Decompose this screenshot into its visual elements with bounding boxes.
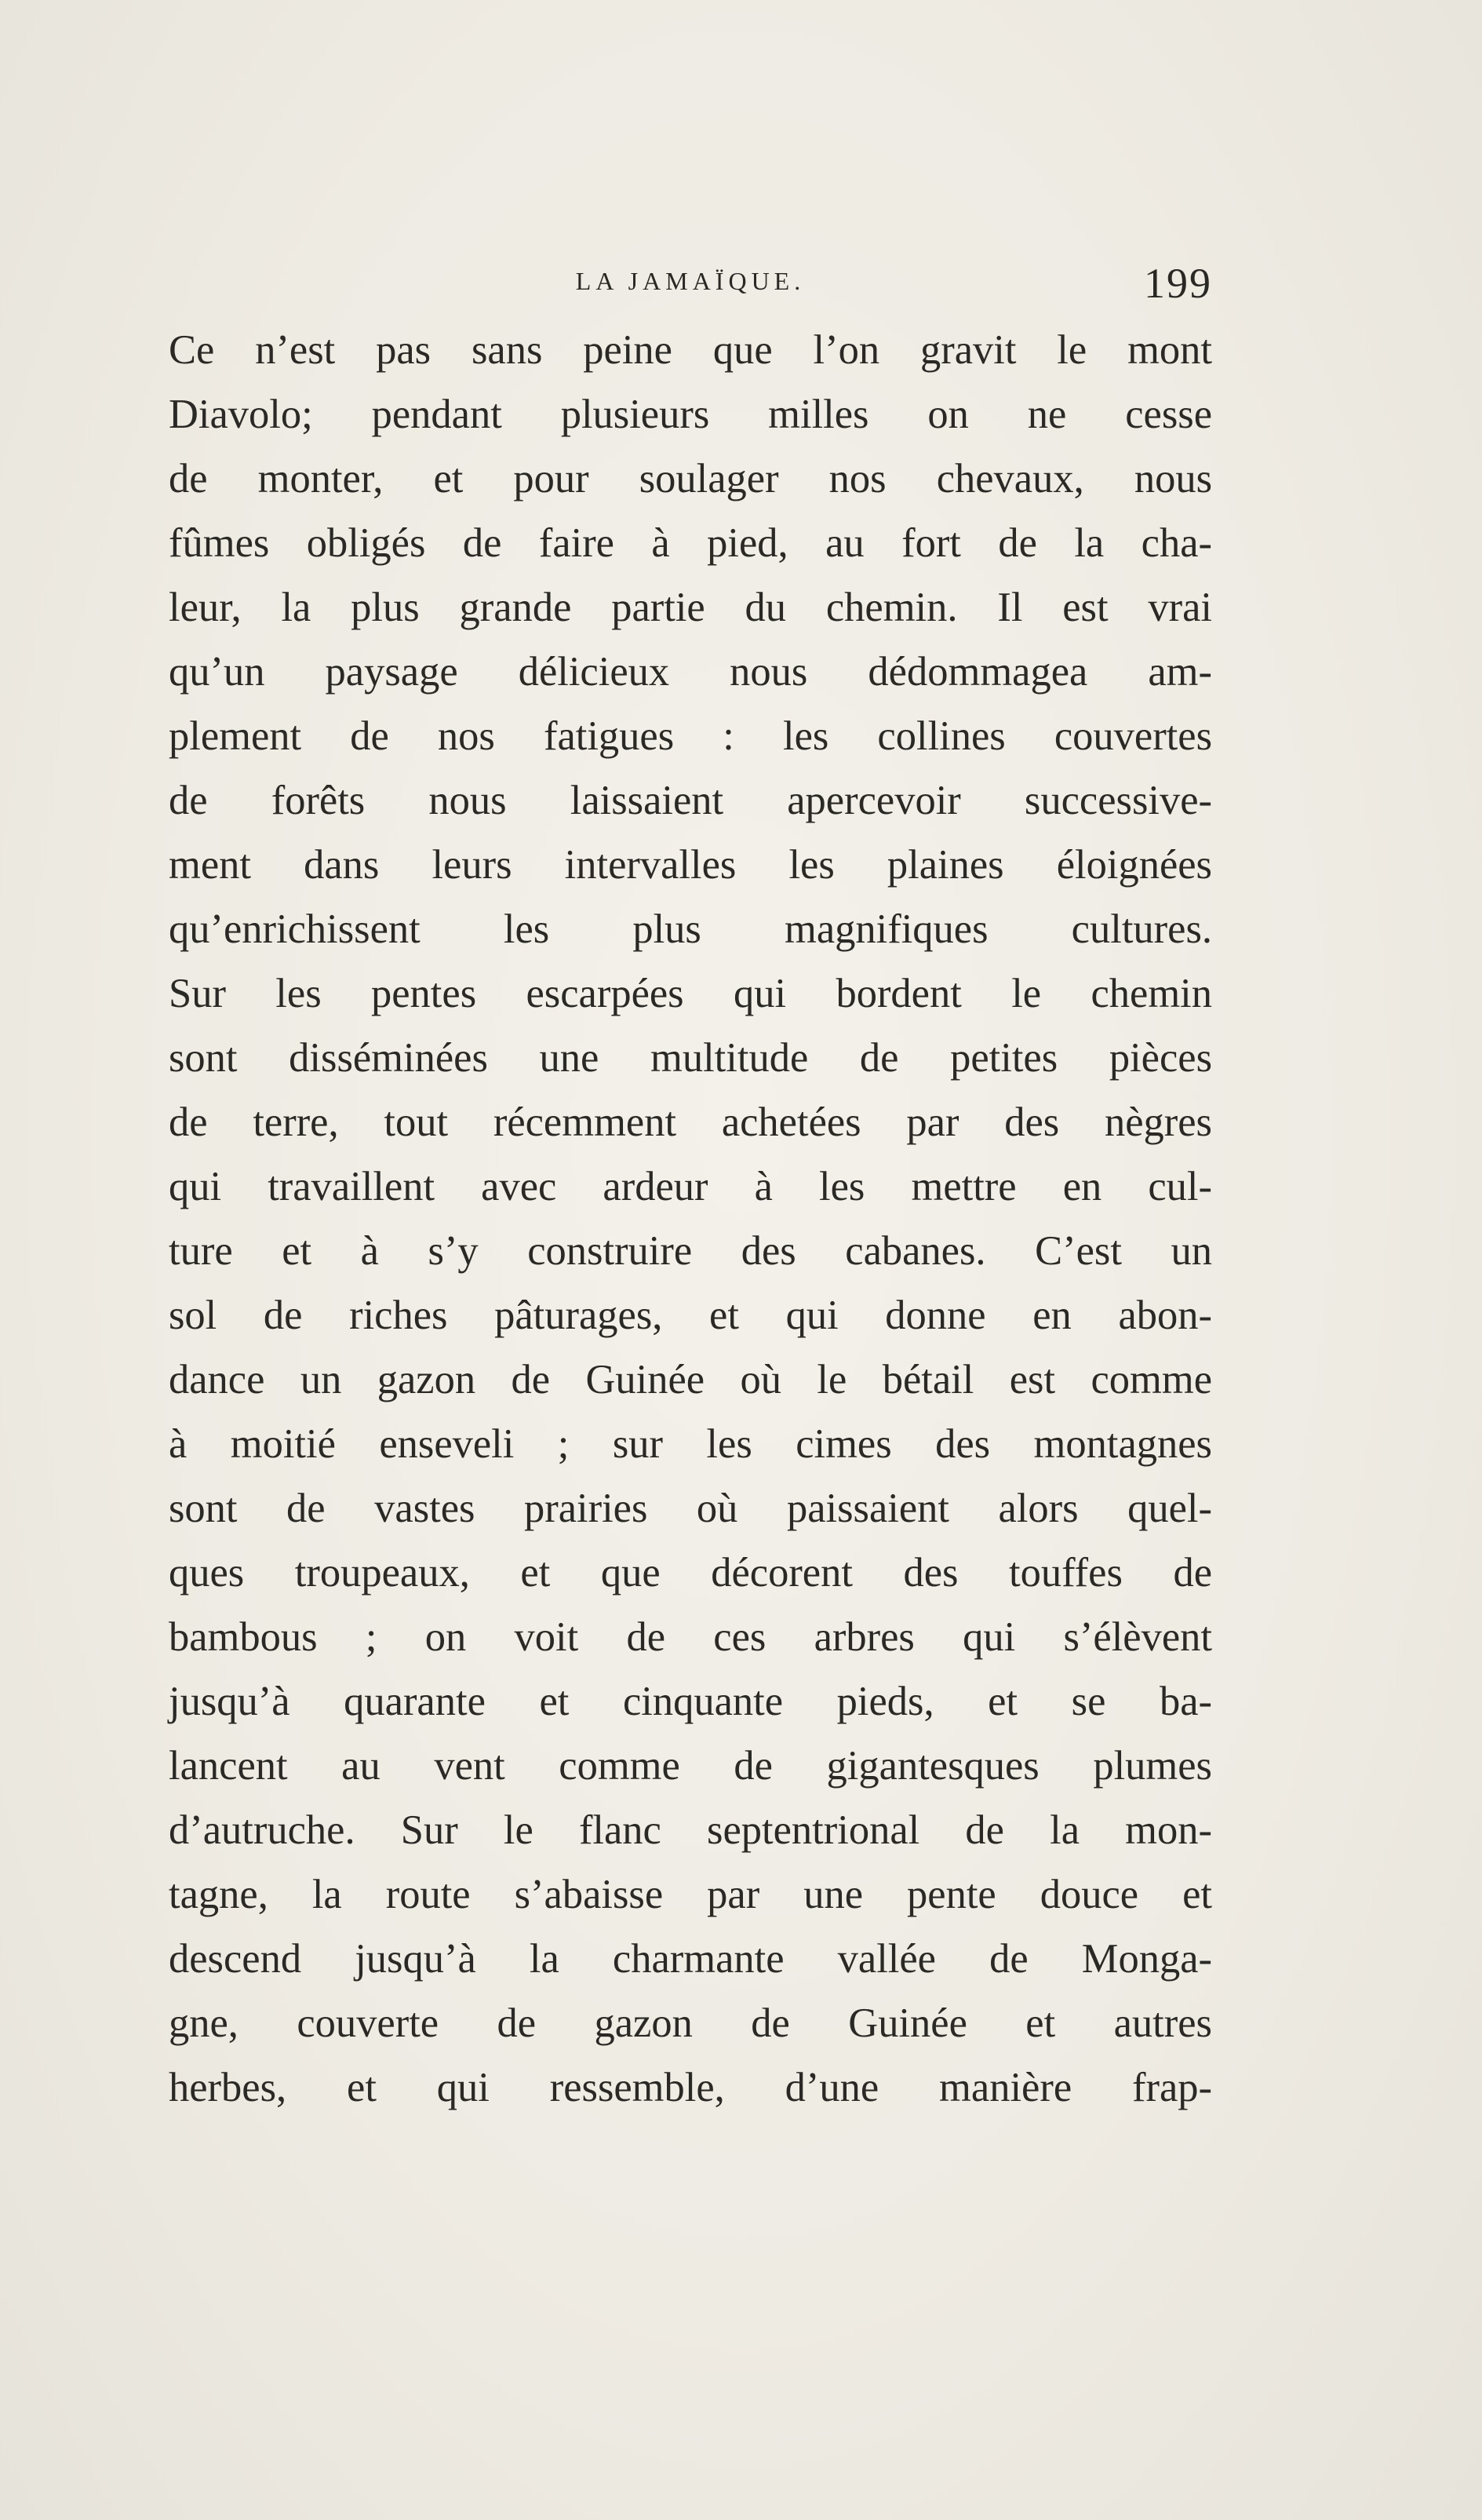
text-line: sont de vastes prairies où paissaient alors quel- xyxy=(169,1486,1212,1531)
text-line: sont disséminées une multitude de petites pièces xyxy=(169,1035,1212,1081)
text-line: à moitié enseveli ; sur les cimes des montagnes xyxy=(169,1421,1212,1467)
page-number: 199 xyxy=(1144,260,1212,307)
text-line: descend jusqu’à la charmante vallée de Monga- xyxy=(169,1936,1212,1982)
text-line: bambous ; on voit de ces arbres qui s’élèvent xyxy=(169,1614,1212,1660)
text-line: qu’enrichissent les plus magnifiques cultures. xyxy=(169,906,1212,952)
text-line: qu’un paysage délicieux nous dédommagea am- xyxy=(169,649,1212,695)
text-line: lancent au vent comme de gigantesques plumes xyxy=(169,1743,1212,1789)
text-line: qui travaillent avec ardeur à les mettre en cul- xyxy=(169,1164,1212,1209)
text-line: d’autruche. Sur le flanc septentrional de la mon- xyxy=(169,1807,1212,1853)
text-line: herbes, et qui ressemble, d’une manière frap- xyxy=(169,2065,1212,2110)
text-line: dance un gazon de Guinée où le bétail est comme xyxy=(169,1357,1212,1402)
text-line: fûmes obligés de faire à pied, au fort de la cha- xyxy=(169,520,1212,566)
text-line: gne, couverte de gazon de Guinée et autres xyxy=(169,2000,1212,2046)
text-line: Ce n’est pas sans peine que l’on gravit le mont xyxy=(169,327,1212,373)
text-line: ment dans leurs intervalles les plaines éloignées xyxy=(169,842,1212,888)
text-line: sol de riches pâturages, et qui donne en abon- xyxy=(169,1293,1212,1338)
text-line: ture et à s’y construire des cabanes. C’est un xyxy=(169,1228,1212,1274)
text-line: Diavolo; pendant plusieurs milles on ne cesse xyxy=(169,392,1212,437)
text-line: Sur les pentes escarpées qui bordent le chemin xyxy=(169,971,1212,1016)
text-line: tagne, la route s’abaisse par une pente douce et xyxy=(169,1872,1212,1917)
text-line: ques troupeaux, et que décorent des touffes de xyxy=(169,1550,1212,1596)
text-line: de forêts nous laissaient apercevoir successive- xyxy=(169,778,1212,823)
body-text xyxy=(169,318,1212,2120)
text-line: plement de nos fatigues : les collines couvertes xyxy=(169,713,1212,759)
text-line: jusqu’à quarante et cinquante pieds, et se ba- xyxy=(169,1679,1212,1724)
text-line: leur, la plus grande partie du chemin. Il est vrai xyxy=(169,585,1212,630)
running-title: LA JAMAÏQUE. xyxy=(575,267,806,295)
text-line: de monter, et pour soulager nos chevaux, nous xyxy=(169,456,1212,501)
page-header xyxy=(169,259,1212,314)
text-line: de terre, tout récemment achetées par des nègres xyxy=(169,1100,1212,1145)
